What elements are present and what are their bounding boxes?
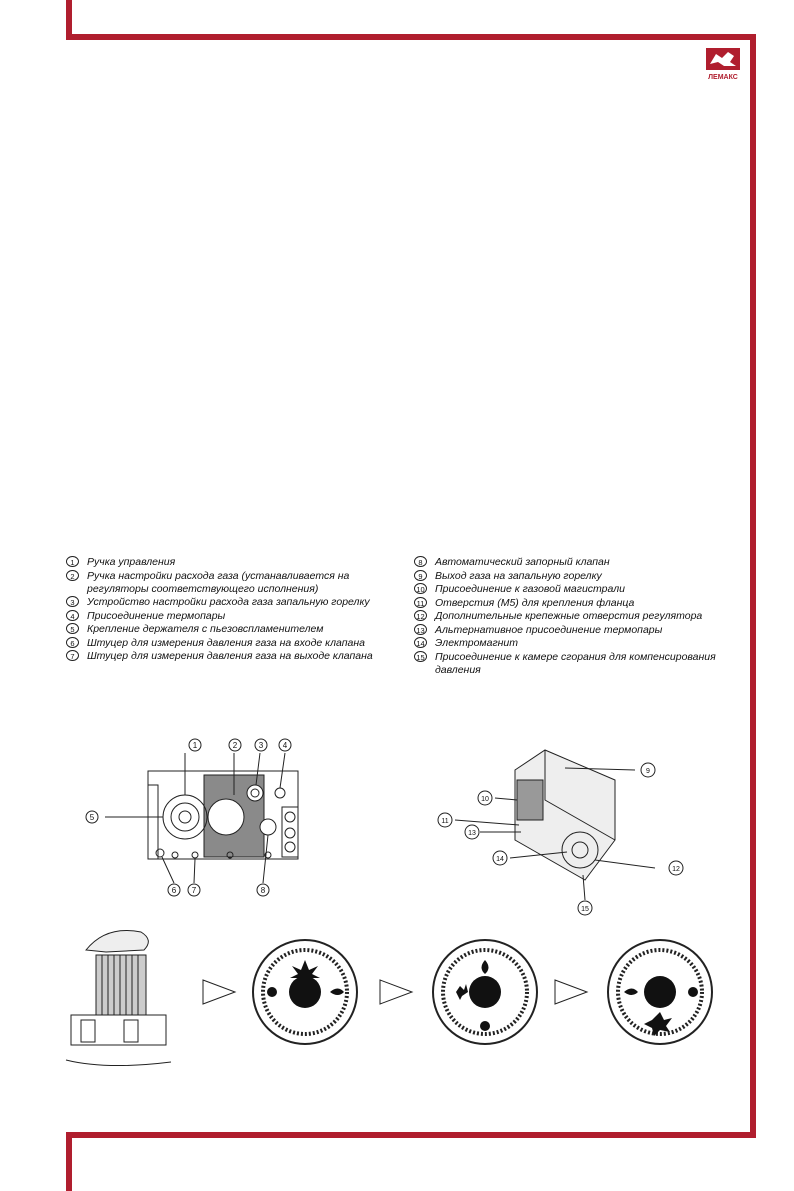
callout-15 <box>578 901 592 915</box>
legend-item <box>414 583 734 596</box>
valve-3d-view-diagram <box>441 740 695 920</box>
legend-text: Присоединение к камере сгорания для компенсирования давления <box>435 650 716 676</box>
frame-line-right <box>750 34 756 1138</box>
legend-right <box>414 556 734 677</box>
svg-text:1: 1 <box>192 741 198 750</box>
legend-text: Штуцер для измерения давления газа на выходе клапана <box>87 650 373 662</box>
dial-off-icon <box>253 940 357 1044</box>
legend-item <box>414 651 734 677</box>
legend-number: 11 <box>414 597 427 608</box>
svg-text:6: 6 <box>171 886 177 895</box>
callout-1 <box>189 739 201 751</box>
legend-text: Штуцер для измерения давления газа на входе клапана <box>87 636 365 649</box>
svg-text:3: 3 <box>258 741 264 750</box>
svg-text:12: 12 <box>672 866 680 873</box>
legend-text: Присоединение термопары <box>87 609 226 622</box>
legend-text: Электромагнит <box>435 637 519 649</box>
legend-item <box>414 624 734 637</box>
legend-number: 9 <box>414 570 427 581</box>
dial-pilot-icon <box>433 940 537 1044</box>
callout-14 <box>493 851 507 865</box>
legend-item <box>414 570 734 583</box>
legend-number: 5 <box>66 623 79 634</box>
svg-text:15: 15 <box>581 906 589 913</box>
legend-text: Ручка управления <box>87 556 176 568</box>
svg-text:14: 14 <box>496 856 504 863</box>
legend-number: 6 <box>66 637 79 648</box>
legend-text: Альтернативное присоединение термопары <box>435 623 663 636</box>
legend-number: 4 <box>66 610 79 621</box>
legend-item <box>66 650 386 663</box>
svg-text:4: 4 <box>282 741 288 750</box>
svg-text:5: 5 <box>89 813 95 822</box>
legend-item <box>66 570 386 596</box>
callout-2 <box>229 739 241 751</box>
legend-item <box>66 556 386 569</box>
callout-12 <box>669 861 683 875</box>
frame-line-bottom-left <box>66 1132 72 1191</box>
legend-text: Присоединение к газовой магистрали <box>435 583 625 595</box>
ignition-sequence <box>200 940 720 1050</box>
legend-number: 7 <box>66 650 79 661</box>
legend-number: 10 <box>414 583 427 594</box>
legend-text: Дополнительные крепежные отверстия регулятора <box>435 610 703 622</box>
svg-text:8: 8 <box>260 886 266 895</box>
legend-number: 8 <box>414 556 427 567</box>
legend-text: Крепление держателя с пьезовспламенителем <box>87 623 324 635</box>
legend-left <box>66 556 386 664</box>
legend-item <box>66 610 386 623</box>
legend-number: 3 <box>66 596 79 607</box>
callout-9 <box>641 763 655 777</box>
legend-item <box>66 596 386 609</box>
legend-number: 12 <box>414 610 427 621</box>
svg-text:13: 13 <box>468 830 476 837</box>
legend-number: 15 <box>414 651 427 662</box>
legend-item <box>414 556 734 569</box>
legend-item <box>66 637 386 650</box>
svg-text:2: 2 <box>232 741 238 750</box>
callout-5 <box>86 811 98 823</box>
svg-text:7: 7 <box>191 886 197 895</box>
legend-item <box>66 623 386 636</box>
valve-top-view-diagram <box>80 735 330 905</box>
legend-text: Отверстия (М5) для крепления фланца <box>435 596 635 609</box>
callout-3 <box>255 739 267 751</box>
callout-6 <box>168 884 180 896</box>
callout-10 <box>478 791 492 805</box>
legend-text: Ручка настройки расхода газа (устанавливается на регуляторы соответствующего исполнения) <box>87 569 350 595</box>
legend-item <box>414 637 734 650</box>
frame-line-bottom <box>66 1132 756 1138</box>
brand-logo-icon <box>700 44 746 90</box>
dial-on-icon <box>608 940 712 1044</box>
svg-text:9: 9 <box>646 768 650 775</box>
callout-11 <box>438 813 452 827</box>
arrow-icon <box>380 980 412 1004</box>
arrow-icon <box>203 980 235 1004</box>
knob-press-illustration <box>66 920 176 1070</box>
callout-8 <box>257 884 269 896</box>
callout-13 <box>465 825 479 839</box>
arrow-icon <box>555 980 587 1004</box>
legend-item <box>414 597 734 610</box>
legend-item <box>414 610 734 623</box>
legend-number: 14 <box>414 637 427 648</box>
frame-line-top <box>66 34 756 40</box>
svg-text:10: 10 <box>481 796 489 803</box>
brand-name: ЛЕМАКС <box>708 74 738 81</box>
legend-number: 2 <box>66 570 79 581</box>
legend-number: 1 <box>66 556 79 567</box>
legend-text: Устройство настройки расхода газа запальную горелку <box>87 596 370 608</box>
callout-7 <box>188 884 200 896</box>
legend-number: 13 <box>414 624 427 635</box>
legend-text: Выход газа на запальную горелку <box>435 569 602 582</box>
legend-text: Автоматический запорный клапан <box>435 556 610 568</box>
svg-text:11: 11 <box>441 818 449 825</box>
callout-4 <box>279 739 291 751</box>
